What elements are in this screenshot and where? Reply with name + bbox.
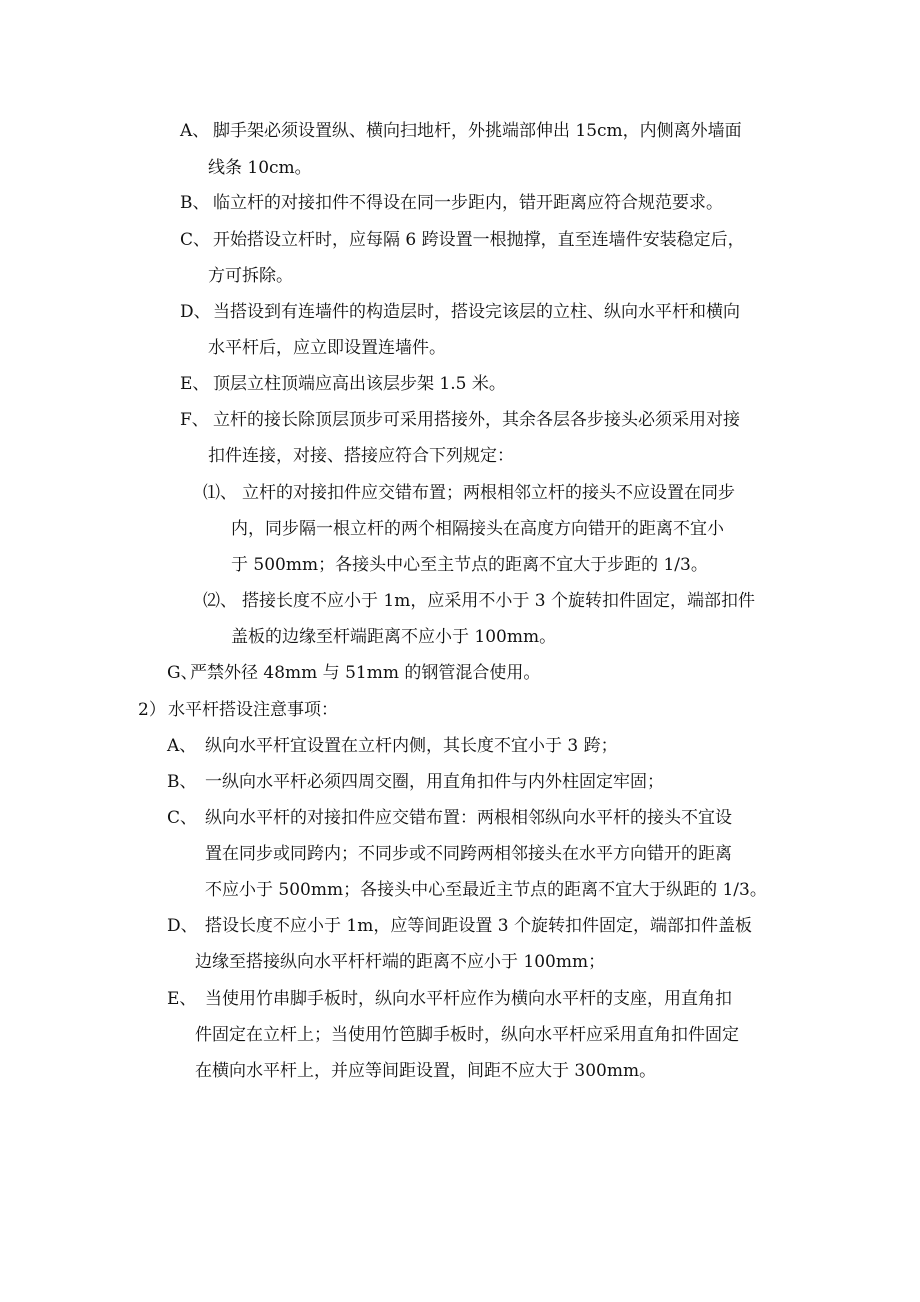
item-text-line: 水平杆后，应立即设置连墙件。 — [208, 338, 446, 358]
item-marker: B、 — [167, 772, 197, 792]
item-marker: ⑴、 — [203, 483, 237, 503]
section-marker: 2） — [138, 700, 166, 720]
item-text-line: 一纵向水平杆必须四周交圈，用直角扣件与内外柱固定牢固； — [205, 772, 664, 792]
item-text-line: 顶层立柱顶端应高出该层步架 1.5 米。 — [213, 374, 506, 394]
item-text-line: 在横向水平杆上，并应等间距设置，间距不应大于 300mm。 — [195, 1061, 657, 1081]
item-text-line: 扣件连接，对接、搭接应符合下列规定： — [208, 446, 514, 466]
item-marker: D、 — [167, 916, 198, 936]
item-text-line: 当搭设到有连墙件的构造层时，搭设完该层的立柱、纵向水平杆和横向 — [213, 302, 740, 322]
item-text-line: 立杆的接长除顶层顶步可采用搭接外，其余各层各步接头必须采用对接 — [213, 410, 740, 430]
item-marker: E、 — [180, 374, 210, 394]
item-text-line: 当使用竹串脚手板时，纵向水平杆应作为横向水平杆的支座，用直角扣 — [205, 989, 732, 1009]
item-text-line: 严禁外径 48mm 与 51mm 的钢管混合使用。 — [190, 663, 541, 683]
item-text-line: 开始搭设立杆时，应每隔 6 跨设置一根抛撑，直至连墙件安装稳定后， — [213, 230, 745, 250]
item-text-line: 盖板的边缘至杆端距离不应小于 100mm。 — [231, 627, 557, 647]
item-marker: G、 — [167, 663, 198, 683]
item-marker: C、 — [167, 808, 198, 828]
item-text-line: 方可拆除。 — [208, 266, 293, 286]
item-marker: F、 — [180, 410, 209, 430]
item-text-line: 内，同步隔一根立杆的两个相隔接头在高度方向错开的距离不宜小 — [231, 519, 724, 539]
item-marker: B、 — [180, 193, 210, 213]
item-marker: C、 — [180, 230, 211, 250]
item-text-line: 于 500mm；各接头中心至主节点的距离不宜大于步距的 1/3。 — [231, 555, 708, 575]
item-text-line: 线条 10cm。 — [208, 158, 312, 178]
item-marker: A、 — [167, 736, 197, 756]
item-text-line: 搭接长度不应小于 1m，应采用不小于 3 个旋转扣件固定，端部扣件 — [242, 591, 755, 611]
item-marker: D、 — [180, 302, 211, 322]
item-marker: E、 — [167, 989, 197, 1009]
item-marker: A、 — [180, 121, 210, 141]
item-text-line: 件固定在立杆上；当使用竹笆脚手板时，纵向水平杆应采用直角扣件固定 — [195, 1025, 739, 1045]
item-text-line: 纵向水平杆宜设置在立杆内侧，其长度不宜小于 3 跨； — [205, 736, 618, 756]
item-text-line: 不应小于 500mm；各接头中心至最近主节点的距离不宜大于纵距的 1/3。 — [205, 880, 767, 900]
item-text-line: 临立杆的对接扣件不得设在同一步距内，错开距离应符合规范要求。 — [213, 193, 723, 213]
item-text-line: 搭设长度不应小于 1m，应等间距设置 3 个旋转扣件固定，端部扣件盖板 — [205, 916, 752, 936]
item-text-line: 立杆的对接扣件应交错布置；两根相邻立杆的接头不应设置在同步 — [242, 483, 735, 503]
item-text-line: 纵向水平杆的对接扣件应交错布置：两根相邻纵向水平杆的接头不宜设 — [205, 808, 732, 828]
item-text-line: 脚手架必须设置纵、横向扫地杆，外挑端部伸出 15cm，内侧离外墙面 — [213, 121, 742, 141]
item-text-line: 边缘至搭接纵向水平杆杆端的距离不应小于 100mm； — [195, 952, 606, 972]
item-text-line: 置在同步或同跨内；不同步或不同跨两相邻接头在水平方向错开的距离 — [205, 844, 732, 864]
section-title: 水平杆搭设注意事项： — [168, 700, 338, 720]
item-marker: ⑵、 — [203, 591, 237, 611]
